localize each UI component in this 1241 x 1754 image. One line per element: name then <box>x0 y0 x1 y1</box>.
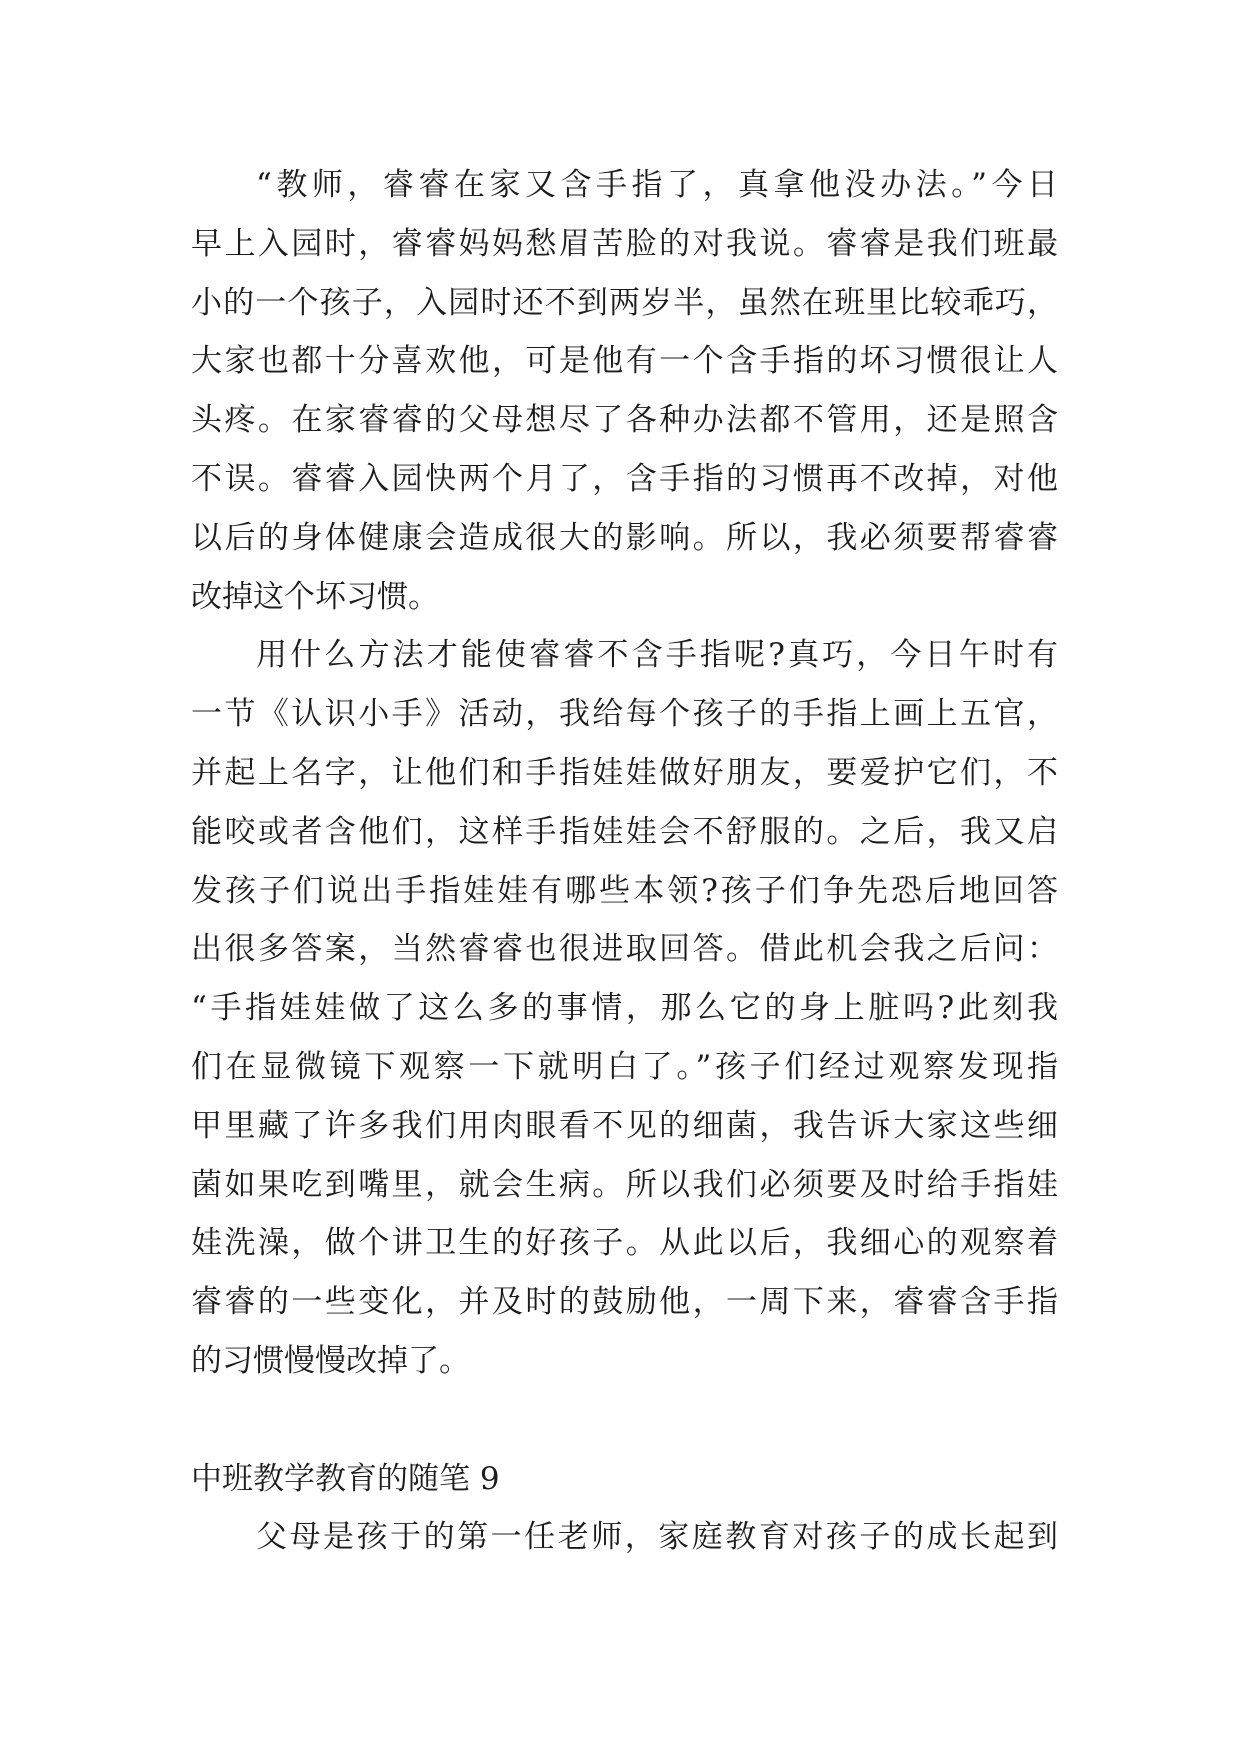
paragraph-line: “手指娃娃做了这么多的事情，那么它的身上脏吗?此刻我 <box>191 990 1058 1027</box>
paragraph-line: 早上入园时，睿睿妈妈愁眉苦脸的对我说。睿睿是我们班最 <box>191 225 1058 262</box>
paragraph-line: 能咬或者含他们，这样手指娃娃会不舒服的。之后，我又启 <box>191 813 1058 850</box>
paragraph-line: 并起上名字，让他们和手指娃娃做好朋友，要爱护它们，不 <box>191 754 1058 791</box>
paragraph <box>191 1508 1058 1567</box>
paragraph-line: 小的一个孩子，入园时还不到两岁半，虽然在班里比较乖巧， <box>191 284 1058 321</box>
paragraph-line: 父母是孩于的第一任老师，家庭教育对孩子的成长起到 <box>256 1519 1058 1556</box>
paragraph-line: 一节《认识小手》活动，我给每个孩子的手指上画上五官， <box>191 696 1058 733</box>
section-heading: 中班教学教育的随笔 9 <box>191 1460 500 1497</box>
paragraph-line: 们在显微镜下观察一下就明白了。”孩子们经过观察发现指 <box>191 1048 1058 1085</box>
paragraph <box>191 626 1058 1390</box>
paragraph-line: 出很多答案，当然睿睿也很进取回答。借此机会我之后问： <box>191 931 1058 968</box>
paragraph-line: 睿睿的一些变化，并及时的鼓励他，一周下来，睿睿含手指 <box>191 1284 1058 1321</box>
paragraph-line: 娃洗澡，做个讲卫生的好孩子。从此以后，我细心的观察着 <box>191 1225 1058 1262</box>
paragraph-line: 不误。睿睿入园快两个月了，含手指的习惯再不改掉，对他 <box>191 460 1058 497</box>
paragraph-line: 头疼。在家睿睿的父母想尽了各种办法都不管用，还是照含 <box>191 402 1058 439</box>
paragraph-line: 用什么方法才能使睿睿不含手指呢?真巧，今日午时有 <box>256 637 1058 674</box>
paragraph-line: 大家也都十分喜欢他，可是他有一个含手指的坏习惯很让人 <box>191 343 1058 380</box>
document-body <box>191 156 1058 1567</box>
paragraph-line: 改掉这个坏习惯。 <box>191 578 439 615</box>
paragraph-line: 以后的身体健康会造成很大的影响。所以，我必须要帮睿睿 <box>191 519 1058 556</box>
paragraph <box>191 156 1058 626</box>
paragraph-line: 甲里藏了许多我们用肉眼看不见的细菌，我告诉大家这些细 <box>191 1107 1058 1144</box>
paragraph-line: “教师，睿睿在家又含手指了，真拿他没办法。”今日 <box>256 167 1058 203</box>
paragraph-line: 菌如果吃到嘴里，就会生病。所以我们必须要及时给手指娃 <box>191 1166 1058 1203</box>
paragraph-line: 发孩子们说出手指娃娃有哪些本领?孩子们争先恐后地回答 <box>191 872 1058 909</box>
paragraph-line: 的习惯慢慢改掉了。 <box>191 1342 470 1379</box>
